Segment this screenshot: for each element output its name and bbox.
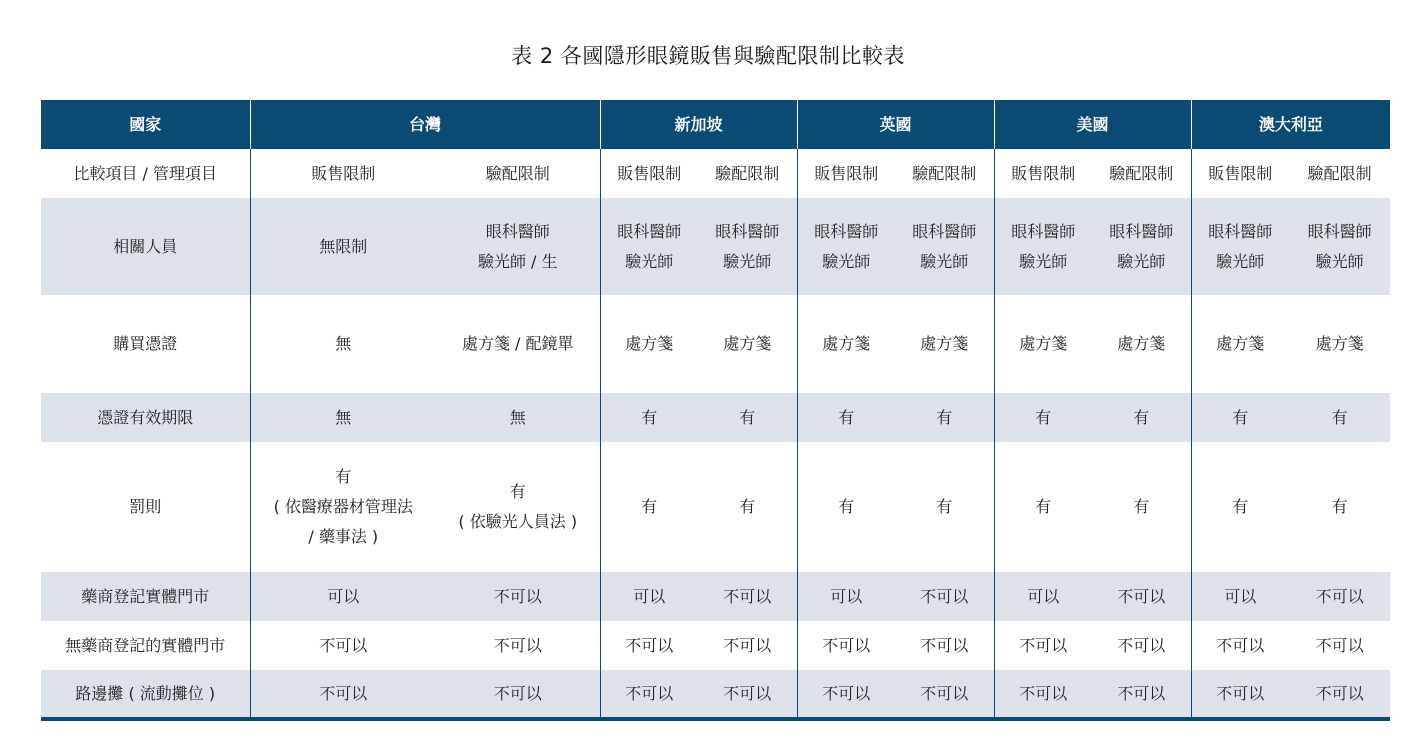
header-country: 美國 xyxy=(994,100,1191,149)
cell-text: 無 xyxy=(509,407,526,427)
table-cell xyxy=(1289,621,1390,670)
table-cell xyxy=(797,572,895,621)
table-cell xyxy=(797,393,895,442)
cell-text: 有 xyxy=(1133,407,1150,427)
subheader-row xyxy=(41,149,1390,198)
table-cell xyxy=(1092,393,1191,442)
cell-text: 處方箋 xyxy=(625,334,674,353)
table-row xyxy=(41,572,1390,621)
cell-text: 不可以 xyxy=(822,683,871,703)
row-label: 路邊攤 ( 流動攤位 ) xyxy=(75,683,216,703)
table-cell xyxy=(1191,295,1289,393)
table-cell xyxy=(797,295,895,393)
cell-text: 不可以 xyxy=(625,683,674,703)
cell-text: 處方箋 xyxy=(1117,334,1166,353)
cell-text: 有 xyxy=(509,482,526,501)
subheader-fitting: 驗配限制 xyxy=(485,163,550,183)
table-cell xyxy=(1092,670,1191,719)
table-cell xyxy=(600,572,698,621)
table-cell xyxy=(895,670,994,719)
table-cell xyxy=(1289,572,1390,621)
subheader-sales: 販售限制 xyxy=(797,149,895,198)
cell-text: / 藥事法 ) xyxy=(308,527,379,546)
table-row xyxy=(41,295,1390,393)
cell-text: ( 依醫療器材管理法 xyxy=(273,497,413,516)
table-row xyxy=(41,442,1390,572)
cell-text: 驗光師 xyxy=(1117,251,1166,271)
header-country: 新加坡 xyxy=(600,100,797,149)
table-cell xyxy=(1289,670,1390,719)
cell-text: 不可以 xyxy=(1216,683,1265,703)
cell-text: 處方箋 xyxy=(1216,334,1265,353)
table-cell xyxy=(1289,393,1390,442)
cell-text: 不可以 xyxy=(1117,683,1166,703)
table-cell xyxy=(994,442,1092,572)
table-cell xyxy=(1092,442,1191,572)
table-cell xyxy=(698,670,797,719)
table-cell xyxy=(994,198,1092,295)
table-cell xyxy=(895,621,994,670)
table-cell xyxy=(994,393,1092,442)
row-label: 藥商登記實體門市 xyxy=(81,586,210,606)
cell-text: 有 xyxy=(936,497,953,516)
cell-text: 有 xyxy=(1035,497,1052,516)
table-cell xyxy=(895,198,994,295)
cell-text: 處方箋 xyxy=(1019,334,1068,353)
table-cell xyxy=(1289,442,1390,572)
header-country-label: 國家 xyxy=(129,114,162,134)
table-cell xyxy=(600,621,698,670)
cell-text: 有 xyxy=(1331,497,1348,516)
table-cell xyxy=(250,572,436,621)
cell-text: 有 xyxy=(641,407,658,427)
table-cell xyxy=(1092,572,1191,621)
cell-text: 可以 xyxy=(1027,586,1060,606)
cell-text: 無 xyxy=(335,407,352,427)
cell-text: 眼科醫師 xyxy=(1208,221,1273,241)
cell-text: 驗光師 xyxy=(920,251,969,271)
cell-text: 不可以 xyxy=(493,635,542,655)
cell-text: 處方箋 xyxy=(822,334,871,353)
table-cell xyxy=(698,295,797,393)
table-cell xyxy=(994,670,1092,719)
cell-text: 有 xyxy=(1035,407,1052,427)
table-cell xyxy=(1191,670,1289,719)
cell-text: 驗光師 xyxy=(1019,251,1068,271)
table-cell xyxy=(436,670,600,719)
cell-text: 不可以 xyxy=(723,635,772,655)
table-cell xyxy=(1191,621,1289,670)
table-cell xyxy=(436,621,600,670)
row-label: 無藥商登記的實體門市 xyxy=(65,635,226,655)
table-cell xyxy=(895,442,994,572)
table-cell xyxy=(698,393,797,442)
table-row xyxy=(41,393,1390,442)
table-cell xyxy=(797,442,895,572)
table-cell xyxy=(600,393,698,442)
cell-text: 眼科醫師 xyxy=(1307,221,1372,241)
table-cell xyxy=(436,572,600,621)
table-cell xyxy=(436,295,600,393)
table-row xyxy=(41,670,1390,719)
table-cell xyxy=(1191,442,1289,572)
cell-text: 不可以 xyxy=(493,683,542,703)
cell-text: 有 xyxy=(335,467,352,486)
table-cell xyxy=(1289,295,1390,393)
cell-text: 不可以 xyxy=(1315,586,1364,606)
cell-text: 處方箋 xyxy=(920,334,969,353)
subheader-sales: 販售限制 xyxy=(1191,149,1289,198)
cell-text: 眼科醫師 xyxy=(814,221,879,241)
cell-text: 有 xyxy=(1133,497,1150,516)
cell-text: 有 xyxy=(739,497,756,516)
table-cell xyxy=(698,621,797,670)
table-cell xyxy=(1092,621,1191,670)
table-row xyxy=(41,621,1390,670)
cell-text: 有 xyxy=(1232,407,1249,427)
cell-text: 不可以 xyxy=(625,635,674,655)
table-title: 表 2 各國隱形眼鏡販售與驗配限制比較表 xyxy=(511,44,905,68)
subheader-fitting: 驗配限制 xyxy=(912,163,977,183)
cell-text: 不可以 xyxy=(1216,635,1265,655)
table-cell xyxy=(600,198,698,295)
table-cell xyxy=(698,198,797,295)
table-cell xyxy=(1289,198,1390,295)
cell-text: 無 xyxy=(335,334,352,353)
cell-text: 不可以 xyxy=(822,635,871,655)
header-country: 澳大利亞 xyxy=(1191,100,1390,149)
cell-text: 驗光師 xyxy=(822,251,871,271)
cell-text: 有 xyxy=(641,497,658,516)
cell-text: 不可以 xyxy=(319,683,368,703)
subheader-fitting: 驗配限制 xyxy=(1307,163,1372,183)
table-cell xyxy=(1191,393,1289,442)
cell-text: 處方箋 / 配鏡單 xyxy=(461,334,574,353)
cell-text: ( 依驗光人員法 ) xyxy=(458,512,578,531)
cell-text: 可以 xyxy=(1224,586,1257,606)
table-cell xyxy=(698,572,797,621)
cell-text: 不可以 xyxy=(1315,635,1364,655)
table-cell xyxy=(1191,572,1289,621)
cell-text: 驗光師 xyxy=(723,251,772,271)
table-row xyxy=(41,198,1390,295)
cell-text: 處方箋 xyxy=(1315,334,1364,353)
subheader-label: 比較項目 / 管理項目 xyxy=(73,163,218,183)
table-cell xyxy=(698,442,797,572)
subheader-fitting: 驗配限制 xyxy=(1109,163,1174,183)
subheader-sales: 販售限制 xyxy=(994,149,1092,198)
cell-text: 不可以 xyxy=(493,586,542,606)
table-cell xyxy=(1092,198,1191,295)
cell-text: 不可以 xyxy=(723,586,772,606)
cell-text: 不可以 xyxy=(1019,635,1068,655)
header-country: 台灣 xyxy=(250,100,600,149)
cell-text: 驗光師 xyxy=(625,251,674,271)
table-cell xyxy=(250,393,436,442)
table-cell xyxy=(895,572,994,621)
table-cell xyxy=(250,198,436,295)
table-cell xyxy=(895,393,994,442)
cell-text: 不可以 xyxy=(723,683,772,703)
cell-text: 眼科醫師 xyxy=(1109,221,1174,241)
cell-text: 無限制 xyxy=(319,236,368,256)
cell-text: 驗光師 xyxy=(1216,251,1265,271)
cell-text: 有 xyxy=(838,407,855,427)
cell-text: 眼科醫師 xyxy=(715,221,780,241)
table-cell xyxy=(797,621,895,670)
subheader-fitting: 驗配限制 xyxy=(715,163,780,183)
cell-text: 有 xyxy=(1331,407,1348,427)
row-label: 相關人員 xyxy=(113,236,178,256)
cell-text: 有 xyxy=(1232,497,1249,516)
table-cell xyxy=(250,295,436,393)
table-cell xyxy=(250,621,436,670)
cell-text: 驗光師 / 生 xyxy=(477,251,558,271)
table-cell xyxy=(994,295,1092,393)
cell-text: 不可以 xyxy=(920,635,969,655)
cell-text: 處方箋 xyxy=(723,334,772,353)
cell-text: 不可以 xyxy=(319,635,368,655)
row-label: 購買憑證 xyxy=(113,334,178,353)
cell-text: 驗光師 xyxy=(1315,251,1364,271)
table-cell xyxy=(600,670,698,719)
table-cell xyxy=(436,198,600,295)
header-country: 英國 xyxy=(797,100,994,149)
subheader-sales: 販售限制 xyxy=(600,149,698,198)
cell-text: 眼科醫師 xyxy=(617,221,682,241)
header-row xyxy=(41,100,1390,149)
cell-text: 可以 xyxy=(327,586,360,606)
table-cell xyxy=(600,295,698,393)
cell-text: 眼科醫師 xyxy=(912,221,977,241)
table-cell xyxy=(250,442,436,572)
table-cell xyxy=(895,295,994,393)
comparison-table xyxy=(41,100,1390,721)
cell-text: 不可以 xyxy=(1117,635,1166,655)
cell-text: 有 xyxy=(838,497,855,516)
cell-text: 不可以 xyxy=(920,586,969,606)
cell-text: 不可以 xyxy=(920,683,969,703)
row-label: 罰則 xyxy=(129,497,162,516)
cell-text: 不可以 xyxy=(1019,683,1068,703)
cell-text: 可以 xyxy=(830,586,863,606)
table-cell xyxy=(797,198,895,295)
cell-text: 不可以 xyxy=(1315,683,1364,703)
table-cell xyxy=(994,572,1092,621)
table-cell xyxy=(994,621,1092,670)
cell-text: 眼科醫師 xyxy=(485,221,550,241)
cell-text: 不可以 xyxy=(1117,586,1166,606)
cell-text: 可以 xyxy=(633,586,666,606)
table-cell xyxy=(436,393,600,442)
cell-text: 有 xyxy=(936,407,953,427)
row-label: 憑證有效期限 xyxy=(97,407,194,427)
table-cell xyxy=(600,442,698,572)
subheader-sales: 販售限制 xyxy=(250,149,436,198)
table-cell xyxy=(1092,295,1191,393)
table-cell xyxy=(797,670,895,719)
table-cell xyxy=(436,442,600,572)
table-cell xyxy=(1191,198,1289,295)
cell-text: 有 xyxy=(739,407,756,427)
cell-text: 眼科醫師 xyxy=(1011,221,1076,241)
table-cell xyxy=(250,670,436,719)
